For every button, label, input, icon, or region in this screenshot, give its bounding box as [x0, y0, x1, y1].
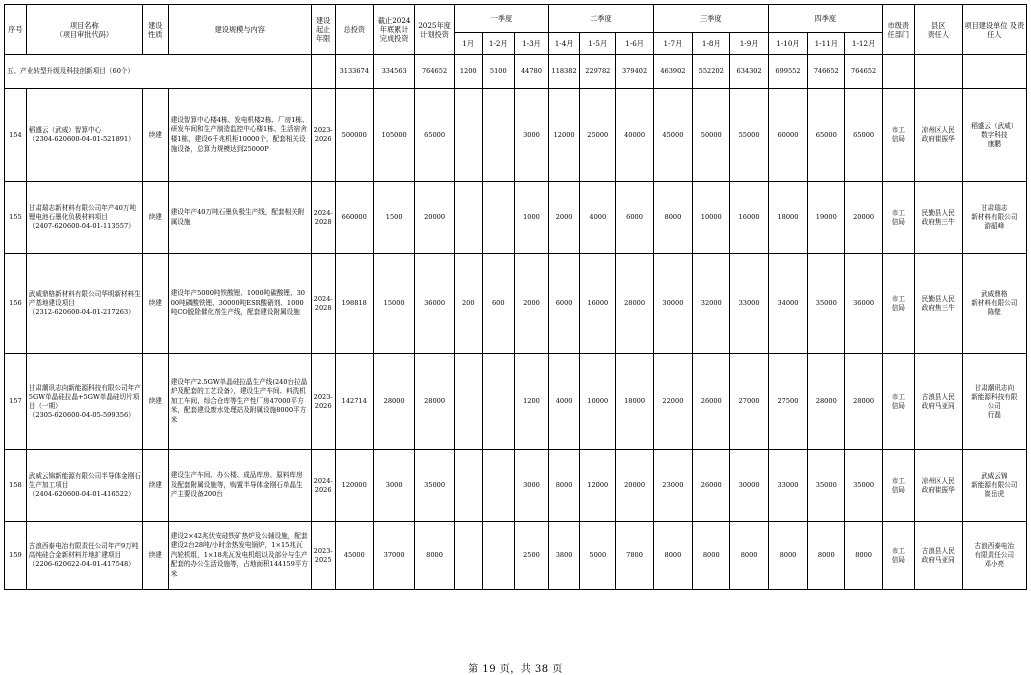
row-month-value — [454, 182, 482, 254]
row-unit: 武威鼎格 新材料有限公司 陈壁 — [962, 254, 1026, 354]
section-month: 552202 — [693, 55, 730, 89]
row-plan2025: 36000 — [415, 254, 454, 354]
row-month-value: 35000 — [808, 254, 845, 354]
row-month-value: 45000 — [653, 89, 692, 182]
row-county: 凉州区人民 政府崔振华 — [914, 89, 962, 182]
row-month-value: 34000 — [768, 254, 807, 354]
row-city-dept: 市工 信局 — [882, 254, 914, 354]
header-month: 1-2月 — [482, 33, 514, 55]
header-month: 1-10月 — [768, 33, 807, 55]
header-q3: 三季度 — [653, 5, 768, 33]
row-seq: 155 — [5, 182, 27, 254]
section-month: 699552 — [768, 55, 807, 89]
row-project-name: 稻盛云（武威）智算中心 （2304-620600-04-01-521891） — [26, 89, 142, 182]
row-scope: 建设年产5000吨铁酸锂、1000吨碳酸锂、3000吨磷酸铁锂、30000吨ESR酸硝剂、1000吨CO脱除催化剂生产线，配套建设附属设施 — [168, 254, 311, 354]
row-nature: 续建 — [142, 254, 168, 354]
header-month: 1-8月 — [693, 33, 730, 55]
row-scope: 建设年产40万吨石墨负极生产线，配套相关附属设施 — [168, 182, 311, 254]
section-month: 1200 — [454, 55, 482, 89]
row-city-dept: 市工 信局 — [882, 89, 914, 182]
row-month-value: 8000 — [549, 450, 580, 522]
row-period: 2024- 2028 — [311, 254, 335, 354]
row-month-value: 27500 — [768, 354, 807, 450]
row-period: 2023- 2025 — [311, 522, 335, 590]
row-nature: 续建 — [142, 89, 168, 182]
row-month-value — [454, 89, 482, 182]
header-month: 1月 — [454, 33, 482, 55]
row-period: 2023- 2026 — [311, 89, 335, 182]
row-county: 凉州区人民 政府崔振华 — [914, 450, 962, 522]
header-unit: 项目建设单位 及责任人 — [962, 5, 1026, 55]
investment-plan-table — [4, 4, 1027, 590]
row-period: 2024- 2028 — [311, 182, 335, 254]
row-month-value: 55000 — [730, 89, 768, 182]
section-county — [914, 55, 962, 89]
row-cum2024: 3000 — [373, 450, 414, 522]
row-month-value: 27000 — [730, 354, 768, 450]
row-month-value: 8000 — [730, 522, 768, 590]
row-project-name: 武威鼎格新材料有限公司华明新材料生产基地建设项目 （2312-620600-04-01-217263） — [26, 254, 142, 354]
row-cum2024: 105000 — [373, 89, 414, 182]
header-q1: 一季度 — [454, 5, 548, 33]
row-project-name: 甘肃瑞志新材料有限公司年产40万吨锂电池石墨化负极材料项目 （2407-620600-04-01-113557） — [26, 182, 142, 254]
page-footer: 第 19 页，共 38 页 — [468, 664, 563, 675]
header-cum2024: 截止2024 年底累计 完成投资 — [373, 5, 414, 55]
header-month: 1-6月 — [616, 33, 653, 55]
row-month-value: 22000 — [653, 354, 692, 450]
section-month: 44780 — [514, 55, 548, 89]
row-month-value: 26000 — [693, 450, 730, 522]
row-month-value: 60000 — [768, 89, 807, 182]
header-month: 1-11月 — [808, 33, 845, 55]
row-seq: 154 — [5, 89, 27, 182]
row-month-value: 28000 — [616, 254, 653, 354]
header-period: 建设 起止 年限 — [311, 5, 335, 55]
row-month-value: 26000 — [693, 354, 730, 450]
row-month-value: 33000 — [768, 450, 807, 522]
row-month-value: 10000 — [693, 182, 730, 254]
row-month-value: 18000 — [768, 182, 807, 254]
row-month-value: 4000 — [580, 182, 616, 254]
row-cum2024: 1500 — [373, 182, 414, 254]
row-city-dept: 市工 信局 — [882, 182, 914, 254]
row-month-value: 16000 — [580, 254, 616, 354]
row-total: 142714 — [335, 354, 373, 450]
row-month-value: 6000 — [549, 254, 580, 354]
section-unit — [962, 55, 1026, 89]
row-plan2025: 28000 — [415, 354, 454, 450]
row-unit: 武威云锦 新能源有限公司 崔岳虎 — [962, 450, 1026, 522]
section-month: 118382 — [549, 55, 580, 89]
header-month: 1-9月 — [730, 33, 768, 55]
section-period — [311, 55, 335, 89]
row-total: 500000 — [335, 89, 373, 182]
project-row — [5, 522, 1027, 590]
header-month: 1-5月 — [580, 33, 616, 55]
row-month-value: 65000 — [845, 89, 882, 182]
header-month: 1-7月 — [653, 33, 692, 55]
row-scope: 建设2×42兆伏安硅铁矿热炉及公辅设施，配套建设2台28吨/小时余热发电锅炉，1×15兆瓦汽轮机组，1×18兆瓦发电机组以及部分与生产配套的办公生活设施等，占地面积144159平方米 — [168, 522, 311, 590]
row-month-value: 8000 — [653, 522, 692, 590]
row-scope: 建设年产2.5GW单晶硅拉晶生产线(240台拉晶炉及配套的工艺设备），建设生产车间、料洗机加工车间、综合仓库等生产性厂房47000平方米，配套建设废水处理站及附属设施8000平方米 — [168, 354, 311, 450]
row-nature: 续建 — [142, 450, 168, 522]
row-month-value: 10000 — [580, 354, 616, 450]
row-month-value — [454, 354, 482, 450]
row-month-value: 5000 — [580, 522, 616, 590]
row-period: 2023- 2026 — [311, 354, 335, 450]
row-month-value: 2000 — [549, 182, 580, 254]
row-cum2024: 28000 — [373, 354, 414, 450]
header-project-name: 项目名称 （项目审批代码） — [26, 5, 142, 55]
row-month-value — [482, 182, 514, 254]
row-city-dept: 市工 信局 — [882, 450, 914, 522]
row-scope: 建设生产车间、办公楼、成品库房、原料库房及配套附属设施等，购置半导体金刚石单晶生产主要设备200台 — [168, 450, 311, 522]
row-month-value: 36000 — [845, 254, 882, 354]
section-plan2025: 764652 — [415, 55, 454, 89]
row-project-name: 古浪西泰电冶有限责任公司年产9万吨高纯硅合金新材料并地扩建项目 （2206-620622-04-01-417548） — [26, 522, 142, 590]
row-month-value: 6000 — [616, 182, 653, 254]
row-month-value: 8000 — [653, 182, 692, 254]
section-month: 229782 — [580, 55, 616, 89]
row-month-value: 23000 — [653, 450, 692, 522]
header-q2: 二季度 — [549, 5, 654, 33]
header-city-dept: 市级责 任部门 — [882, 5, 914, 55]
row-county: 民勤县人民 政府焦三牛 — [914, 254, 962, 354]
header-month: 1-3月 — [514, 33, 548, 55]
header-q4: 四季度 — [768, 5, 882, 33]
row-month-value — [482, 89, 514, 182]
row-month-value: 8000 — [808, 522, 845, 590]
row-month-value: 12000 — [549, 89, 580, 182]
section-month: 634302 — [730, 55, 768, 89]
row-month-value: 50000 — [693, 89, 730, 182]
row-month-value: 18000 — [616, 354, 653, 450]
row-month-value: 3800 — [549, 522, 580, 590]
row-month-value — [482, 354, 514, 450]
row-cum2024: 15000 — [373, 254, 414, 354]
row-plan2025: 8000 — [415, 522, 454, 590]
row-month-value: 8000 — [693, 522, 730, 590]
project-row — [5, 254, 1027, 354]
section-month: 463902 — [653, 55, 692, 89]
row-month-value: 7800 — [616, 522, 653, 590]
project-row — [5, 354, 1027, 450]
row-total: 45000 — [335, 522, 373, 590]
header-total: 总投资 — [335, 5, 373, 55]
row-month-value: 30000 — [730, 450, 768, 522]
header-plan2025: 2025年度 计划投资 — [415, 5, 454, 55]
row-nature: 续建 — [142, 522, 168, 590]
header-seq: 序号 — [5, 5, 27, 55]
row-scope: 建设智算中心楼4栋、发电机楼2栋、厂房1栋、研发车间和生产制造监控中心楼1栋、生活宿舍楼1栋，建设6千兆机柜10000个，配套相关设施设备，总算力规模达到25000P — [168, 89, 311, 182]
section-city-dept — [882, 55, 914, 89]
section-month: 379402 — [616, 55, 653, 89]
row-month-value: 40000 — [616, 89, 653, 182]
row-seq: 159 — [5, 522, 27, 590]
header-county: 县区 责任人 — [914, 5, 962, 55]
row-total: 198818 — [335, 254, 373, 354]
row-month-value: 32000 — [693, 254, 730, 354]
row-month-value: 4000 — [549, 354, 580, 450]
project-row — [5, 182, 1027, 254]
row-month-value — [482, 450, 514, 522]
row-month-value: 30000 — [653, 254, 692, 354]
row-month-value: 1000 — [514, 182, 548, 254]
row-project-name: 武威云锦新能源有限公司半导体金刚石生产加工项目 （2404-620600-04-01-416522） — [26, 450, 142, 522]
row-month-value: 28000 — [808, 354, 845, 450]
row-month-value: 20000 — [845, 182, 882, 254]
row-month-value: 3000 — [514, 89, 548, 182]
section-summary-row — [5, 55, 1027, 89]
row-city-dept: 市工 信局 — [882, 354, 914, 450]
section-title: 五、产业转型升级及科技创新项目（60个） — [5, 55, 312, 89]
section-total: 3133674 — [335, 55, 373, 89]
row-plan2025: 20000 — [415, 182, 454, 254]
row-month-value — [454, 450, 482, 522]
row-nature: 续建 — [142, 182, 168, 254]
row-unit: 甘肃瑞志 新材料有限公司 游韶峰 — [962, 182, 1026, 254]
row-month-value: 28000 — [845, 354, 882, 450]
row-plan2025: 35000 — [415, 450, 454, 522]
row-unit: 古浪西泰电冶 有限责任公司 邓小亮 — [962, 522, 1026, 590]
row-county: 古浪县人民 政府马亚同 — [914, 354, 962, 450]
row-period: 2024- 2026 — [311, 450, 335, 522]
row-month-value: 2500 — [514, 522, 548, 590]
project-row — [5, 450, 1027, 522]
project-row — [5, 89, 1027, 182]
row-month-value: 1200 — [514, 354, 548, 450]
row-month-value: 3000 — [514, 450, 548, 522]
row-county: 民勤县人民 政府焦三牛 — [914, 182, 962, 254]
row-month-value: 35000 — [808, 450, 845, 522]
row-month-value — [482, 522, 514, 590]
row-unit: 甘肃潮讯志向 新能源科技有限 公司 行磊 — [962, 354, 1026, 450]
row-seq: 158 — [5, 450, 27, 522]
row-month-value: 16000 — [730, 182, 768, 254]
row-month-value: 8000 — [845, 522, 882, 590]
header-month: 1-12月 — [845, 33, 882, 55]
row-month-value: 2000 — [514, 254, 548, 354]
header-nature: 建设 性质 — [142, 5, 168, 55]
row-unit: 稻盛云（武威） 数字科技 康鹏 — [962, 89, 1026, 182]
row-seq: 157 — [5, 354, 27, 450]
row-project-name: 甘肃潮讯志向新能源科技有限公司年产5GW单晶硅拉晶+5GW单晶硅切片项目（一期） （2305-620600-04-05-599356） — [26, 354, 142, 450]
row-month-value: 19000 — [808, 182, 845, 254]
section-month: 764652 — [845, 55, 882, 89]
row-cum2024: 37000 — [373, 522, 414, 590]
row-county: 古浪县人民 政府马亚同 — [914, 522, 962, 590]
row-month-value — [454, 522, 482, 590]
row-month-value: 600 — [482, 254, 514, 354]
row-month-value: 25000 — [580, 89, 616, 182]
row-month-value: 20000 — [616, 450, 653, 522]
row-total: 660000 — [335, 182, 373, 254]
row-seq: 156 — [5, 254, 27, 354]
section-month: 746652 — [808, 55, 845, 89]
row-month-value: 35000 — [845, 450, 882, 522]
row-nature: 续建 — [142, 354, 168, 450]
row-city-dept: 市工 信局 — [882, 522, 914, 590]
row-month-value: 65000 — [808, 89, 845, 182]
section-cum2024: 334563 — [373, 55, 414, 89]
row-month-value: 12000 — [580, 450, 616, 522]
header-month: 1-4月 — [549, 33, 580, 55]
header-scope: 建设规模与内容 — [168, 5, 311, 55]
row-month-value: 200 — [454, 254, 482, 354]
row-total: 120000 — [335, 450, 373, 522]
section-month: 5100 — [482, 55, 514, 89]
row-month-value: 33000 — [730, 254, 768, 354]
row-month-value: 8000 — [768, 522, 807, 590]
row-plan2025: 65000 — [415, 89, 454, 182]
project-rows — [5, 89, 1027, 590]
